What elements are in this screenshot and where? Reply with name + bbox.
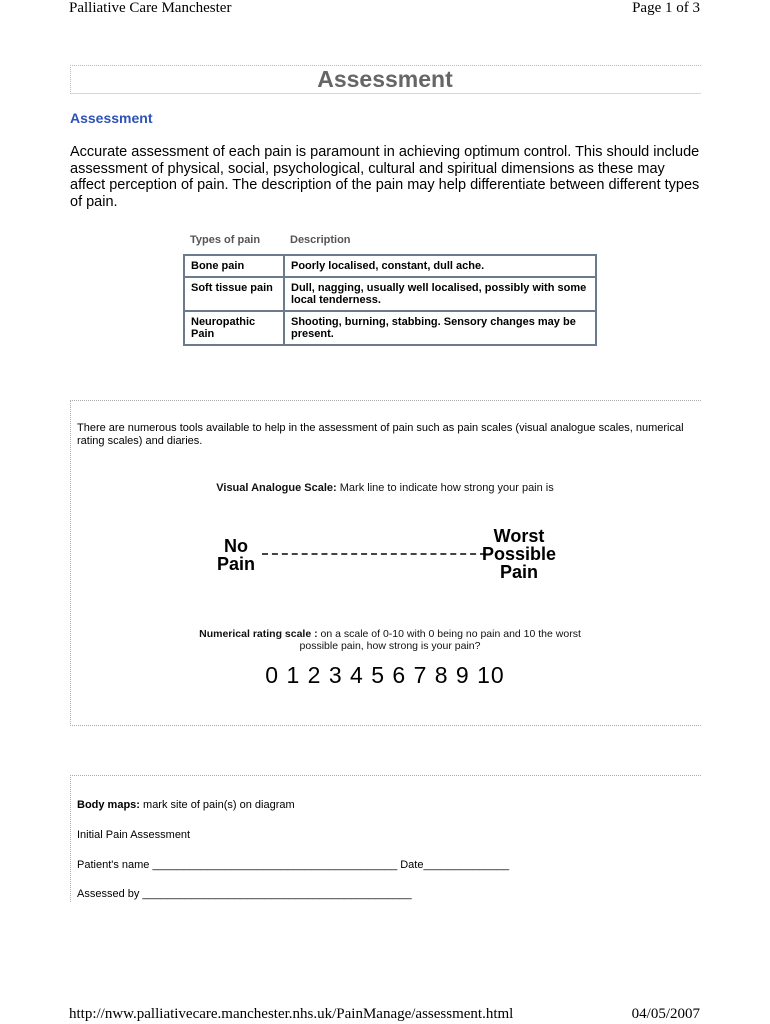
vas-no-pain-label xyxy=(217,537,255,573)
nrs-caption xyxy=(180,628,600,652)
vas-instruction: Mark line to indicate how strong your pain is xyxy=(339,482,554,494)
table-cell-description: Poorly localised, constant, dull ache. xyxy=(284,255,596,277)
vas-left-line2: Pain xyxy=(217,554,256,574)
header-site-name: Palliative Care Manchester xyxy=(69,0,232,16)
nrs-instruction: on a scale of 0-10 with 0 being no pain and 10 the worst possible pain, how strong is your pain? xyxy=(299,628,581,652)
table-header-description: Description xyxy=(290,234,351,246)
intro-paragraph: Accurate assessment of each pain is paramount in achieving optimum control. This should include assessment of physical, social, psychological, cultural and spiritual dimensions as these may affect perception of pain. The description of the pain may help differentiate between different types of pain. xyxy=(70,144,700,210)
table-cell-type: Bone pain xyxy=(184,255,284,277)
table-cell-description: Dull, nagging, usually well localised, possibly with some local tenderness. xyxy=(284,277,596,311)
vas-caption xyxy=(0,482,770,494)
vas-right-line3: Pain xyxy=(500,562,539,582)
table-cell-description: Shooting, burning, stabbing. Sensory changes may be present. xyxy=(284,311,596,345)
vas-worst-pain-label xyxy=(482,527,556,581)
body-maps-instruction: mark site of pain(s) on diagram xyxy=(143,799,295,811)
section-heading: Assessment xyxy=(70,110,153,126)
table-row xyxy=(184,255,596,277)
vas-label: Visual Analogue Scale: xyxy=(216,482,337,494)
table-cell-type: Neuropathic Pain xyxy=(184,311,284,345)
table-cell-type: Soft tissue pain xyxy=(184,277,284,311)
footer-date: 04/05/2007 xyxy=(631,1006,700,1022)
assessed-by-field[interactable]: Assessed by ____________________________________________ xyxy=(77,888,412,900)
table-row xyxy=(184,277,596,311)
patient-name-field[interactable]: Patient's name ________________________________________ Date______________ xyxy=(77,859,510,871)
body-maps-line xyxy=(77,799,295,811)
nrs-label: Numerical rating scale : xyxy=(199,628,318,640)
pain-tools-text: There are numerous tools available to help in the assessment of pain such as pain scales (visual analogue scales, numerical rating scales) and diaries. xyxy=(77,422,684,447)
nrs-numbers: 0 1 2 3 4 5 6 7 8 9 10 xyxy=(265,662,505,688)
body-maps-label: Body maps: xyxy=(77,799,140,811)
vas-dashed-line xyxy=(262,553,486,555)
page-title: Assessment xyxy=(317,66,453,92)
header-page-number: Page 1 of 3 xyxy=(632,0,700,16)
table-row xyxy=(184,311,596,345)
pain-types-table xyxy=(183,232,597,346)
table-header-type: Types of pain xyxy=(190,234,261,246)
initial-assessment-label: Initial Pain Assessment xyxy=(77,829,191,841)
footer-url: http://nww.palliativecare.manchester.nhs.uk/PainManage/assessment.html xyxy=(69,1006,514,1022)
vas-right-line2: Possible xyxy=(482,544,557,564)
vas-left-line1: No xyxy=(224,536,248,556)
vas-right-line1: Worst xyxy=(493,526,545,546)
